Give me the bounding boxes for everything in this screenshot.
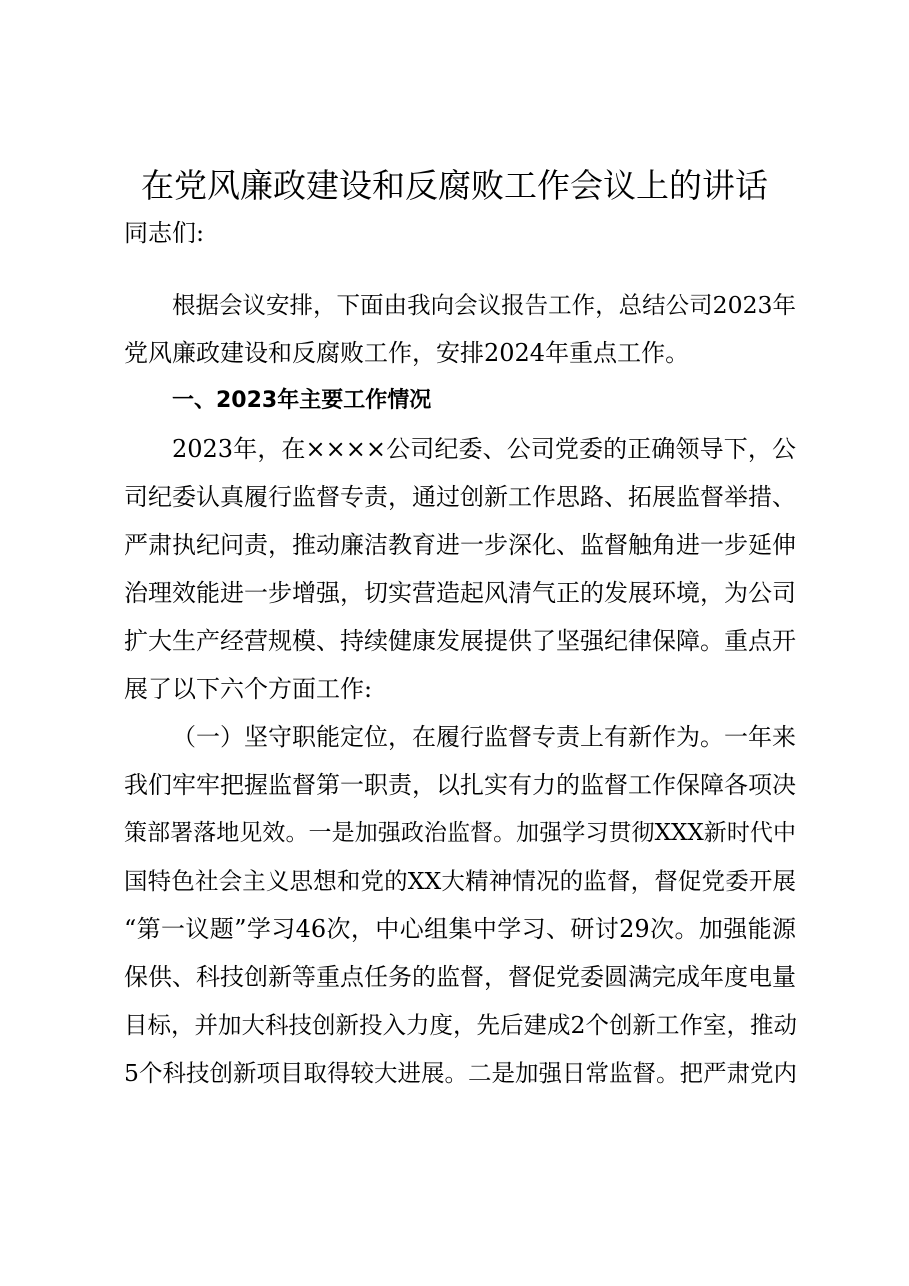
greeting: 同志们: (124, 219, 205, 247)
paragraph-line: （一）坚守职能定位，在履行监督专责上有新作为。一年来 (172, 723, 796, 751)
paragraph-line: “第一议题”学习46次，中心组集中学习、研讨29次。加强能源 (124, 915, 796, 943)
paragraph-line: 展了以下六个方面工作: (124, 675, 373, 703)
paragraph-line: 5个科技创新项目取得较大进展。二是加强日常监督。把严肃党内 (124, 1059, 797, 1087)
document-title: 在党风廉政建设和反腐败工作会议上的讲话 (141, 166, 768, 205)
paragraph-line: 我们牢牢把握监督第一职责，以扎实有力的监督工作保障各项决 (124, 771, 796, 799)
paragraph-line: 国特色社会主义思想和党的XX大精神情况的监督，督促党委开展 (124, 867, 796, 895)
paragraph-line: 2023年，在××××公司纪委、公司党委的正确领导下，公 (172, 435, 796, 463)
paragraph-line: 扩大生产经营规模、持续健康发展提供了坚强纪律保障。重点开 (124, 627, 796, 655)
paragraph-line: 治理效能进一步增强，切实营造起风清气正的发展环境，为公司 (124, 579, 796, 607)
section-heading: 一、2023年主要工作情况 (172, 388, 432, 413)
paragraph-line: 严肃执纪问责，推动廉洁教育进一步深化、监督触角进一步延伸 (124, 531, 796, 559)
paragraph-line: 保供、科技创新等重点任务的监督，督促党委圆满完成年度电量 (124, 963, 796, 991)
paragraph-line: 党风廉政建设和反腐败工作，安排2024年重点工作。 (124, 339, 690, 367)
paragraph-line: 根据会议安排，下面由我向会议报告工作，总结公司2023年 (172, 291, 796, 319)
paragraph-line: 策部署落地见效。一是加强政治监督。加强学习贯彻XXX新时代中 (124, 820, 796, 846)
paragraph-line: 目标，并加大科技创新投入力度，先后建成2个创新工作室，推动 (124, 1011, 797, 1039)
paragraph-line: 司纪委认真履行监督专责，通过创新工作思路、拓展监督举措、 (124, 483, 796, 511)
